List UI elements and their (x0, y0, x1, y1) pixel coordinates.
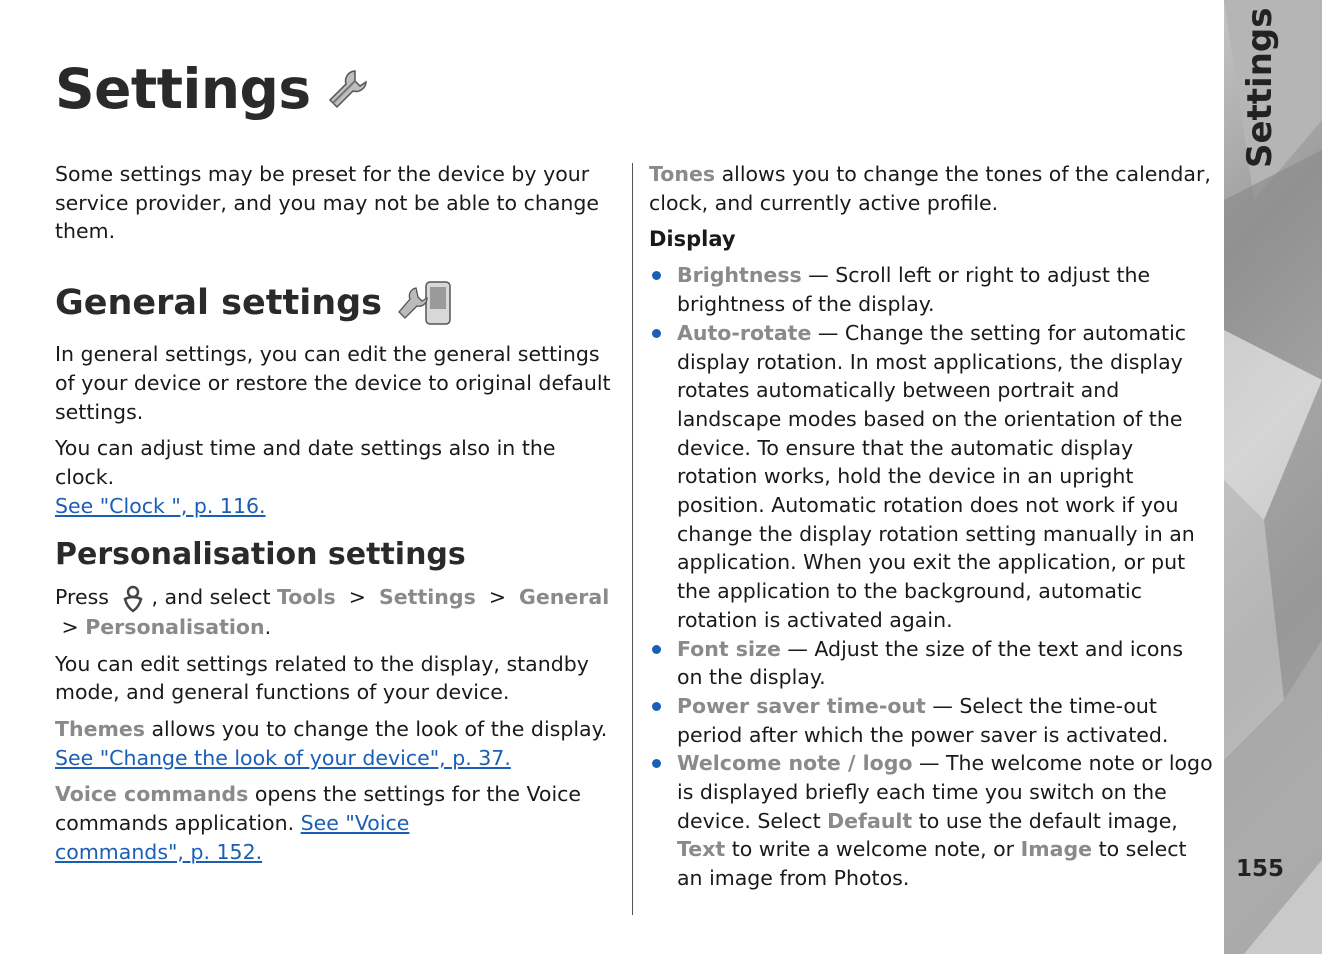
auto-rotate-text: — Change the setting for automatic display rotation. In most applications, the display rotates automatically between portrait and landscape modes based on the orientation of the device. To ensure that the automatic display rotation works, hold the device in an upright position. Automatic rotation does not work if you change the display rotation setting manually in an application. When you exit the application, or put the application to the background, automatic rotation is activated again. (677, 320, 1195, 632)
menu-tools: Tools (277, 584, 336, 609)
personalisation-path-paragraph: Press , and select Tools > Settings > General > Personalisation. (55, 584, 610, 639)
personalisation-heading: Personalisation settings (55, 537, 466, 573)
menu-general: General (519, 584, 610, 609)
page-number: 155 (1236, 856, 1285, 882)
press-text: Press (55, 584, 109, 609)
voice-commands-paragraph (55, 780, 620, 866)
general-paragraph-2 (55, 434, 620, 520)
power-saver-text: — Select the time-out period after which the power saver is activated. (677, 693, 1169, 747)
page-title-text: Settings (55, 57, 311, 121)
clock-link[interactable]: See "Clock ", p. 116. (55, 493, 266, 518)
voice-commands-link-cont[interactable]: commands", p. 152. (55, 839, 263, 864)
menu-key-icon (119, 583, 147, 613)
themes-label: Themes (55, 716, 145, 741)
power-saver-label: Power saver time-out (677, 693, 926, 718)
general-settings-heading (55, 280, 620, 326)
welcome-text-3: to write a welcome note, or (725, 837, 1021, 862)
welcome-text-1: — The welcome note or logo is displayed briefly each time you switch on the device. Select (677, 751, 1213, 833)
column-divider (632, 163, 633, 915)
voice-commands-link[interactable]: See "Voice (300, 811, 410, 836)
option-image: Image (1020, 837, 1093, 862)
tones-text: allows you to change the tones of the calendar, clock, and currently active profile. (649, 162, 1211, 215)
list-item (649, 692, 1215, 749)
welcome-text-4: to select an image from Photos. (677, 837, 1187, 891)
and-select-text: , and select (151, 584, 271, 609)
auto-rotate-label: Auto-rotate (677, 320, 812, 345)
themes-link[interactable]: See "Change the look of your device", p. 37. (55, 745, 511, 770)
left-column (55, 160, 620, 874)
display-heading: Display (649, 227, 736, 252)
voice-commands-label: Voice commands (55, 782, 249, 807)
personalisation-paragraph-2: You can edit settings related to the display, standby mode, and general functions of your device. (55, 651, 589, 705)
tones-paragraph (649, 160, 1215, 217)
themes-paragraph (55, 715, 620, 772)
general-paragraph-2-text: You can adjust time and date settings also in the clock. (55, 436, 556, 489)
font-size-text: — Adjust the size of the text and icons on the display. (677, 636, 1184, 690)
welcome-note-label: Welcome note / logo (677, 751, 913, 776)
intro-paragraph: Some settings may be preset for the device by your service provider, and you may not be able to change them. (55, 162, 600, 244)
themes-text: allows you to change the look of the display. (144, 716, 608, 741)
general-settings-heading-text: General settings (55, 282, 383, 323)
page-title (55, 57, 371, 121)
right-column (649, 160, 1215, 893)
wrench-icon (325, 67, 371, 113)
tones-label: Tones (649, 162, 716, 186)
section-side-label: Settings (1240, 7, 1280, 168)
menu-personalisation: Personalisation (85, 614, 265, 639)
font-size-label: Font size (677, 636, 781, 661)
list-item (649, 749, 1215, 893)
list-item (649, 635, 1215, 692)
voice-commands-text: opens the settings for the Voice commands application. (55, 782, 582, 836)
option-default: Default (827, 808, 913, 833)
path-separator: > (488, 584, 506, 609)
brightness-label: Brightness (677, 263, 802, 288)
option-text: Text (677, 837, 726, 862)
brightness-text: — Scroll left or right to adjust the brightness of the display. (677, 263, 1151, 317)
phone-settings-icon (396, 280, 454, 326)
menu-settings: Settings (379, 584, 476, 609)
display-options-list (649, 261, 1215, 892)
path-separator: > (348, 584, 366, 609)
general-paragraph-1: In general settings, you can edit the general settings of your device or restore the device to original default settings. (55, 342, 611, 424)
list-item (649, 319, 1215, 635)
list-item (649, 261, 1215, 318)
welcome-text-2: to use the default image, (912, 808, 1178, 833)
path-separator: > (61, 614, 79, 639)
